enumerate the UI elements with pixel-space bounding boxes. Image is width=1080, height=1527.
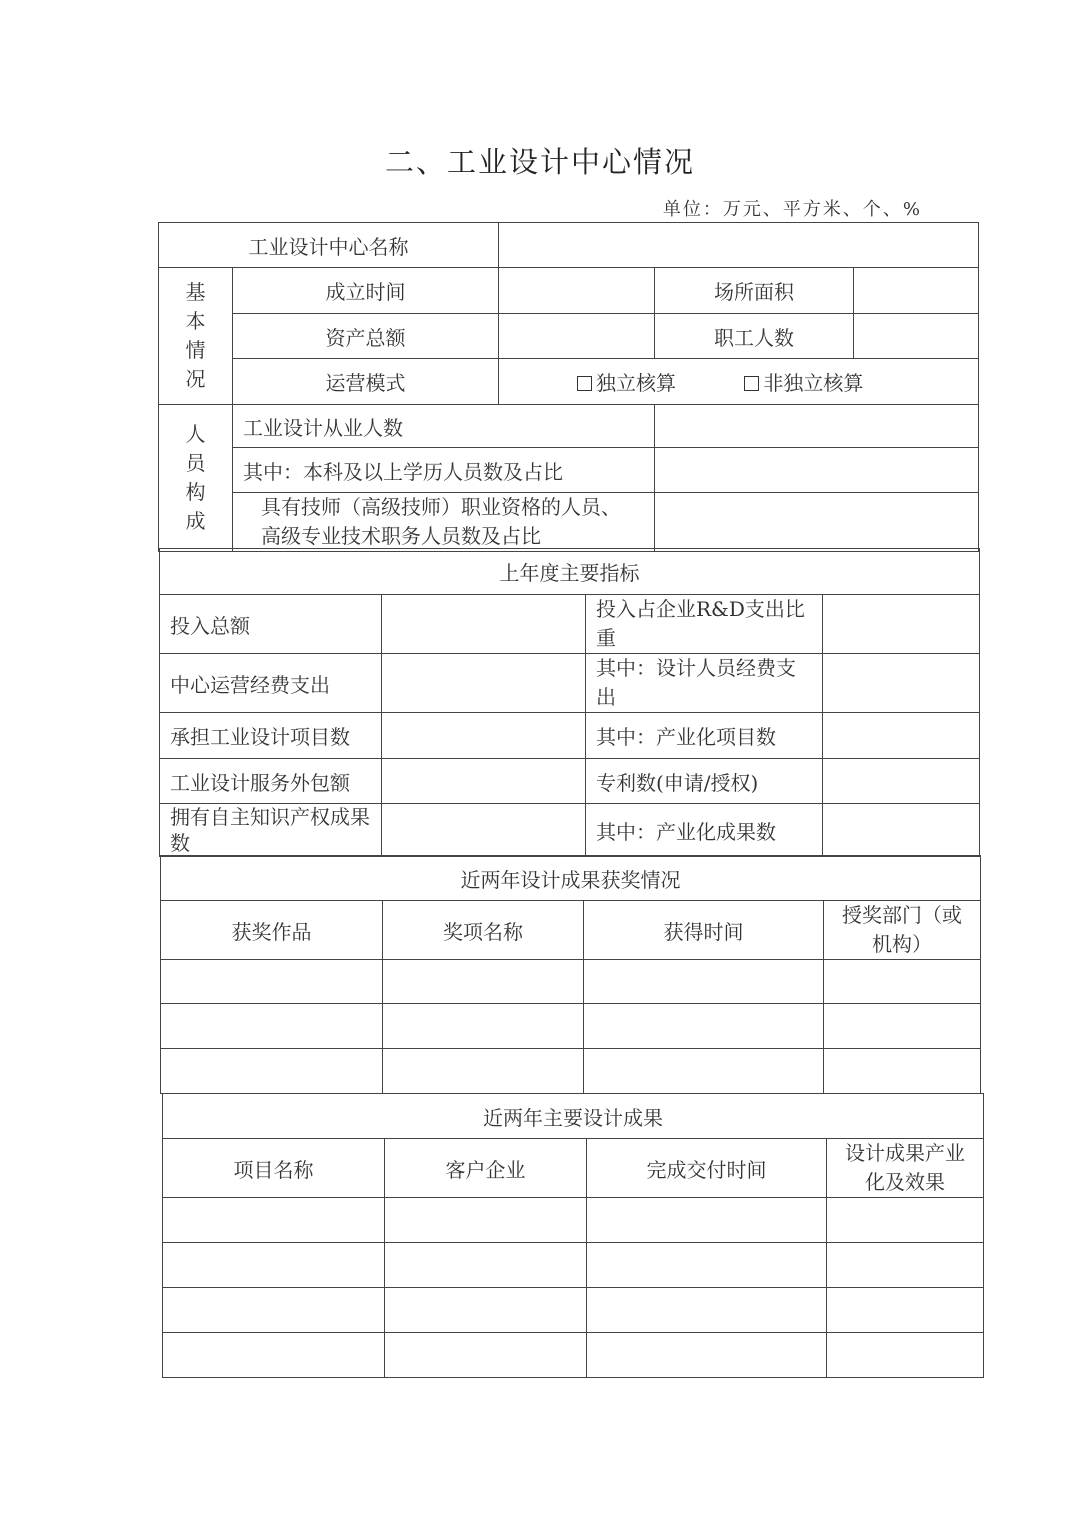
indicator-right-label: 其中：产业化项目数 xyxy=(586,713,823,759)
indicator-left-label: 承担工业设计项目数 xyxy=(160,713,382,759)
founded-value[interactable] xyxy=(499,268,655,314)
awards-col-header: 获奖作品 xyxy=(161,901,383,960)
staff-label: 职工人数 xyxy=(655,314,854,359)
achievement-cell[interactable] xyxy=(385,1243,587,1288)
mode-options xyxy=(499,359,979,405)
indicator-right-value[interactable] xyxy=(823,759,980,804)
option-non-independent-label: 非独立核算 xyxy=(763,371,864,395)
checkbox-non-independent[interactable] xyxy=(744,376,759,391)
award-cell[interactable] xyxy=(383,1049,584,1094)
option-independent-label: 独立核算 xyxy=(596,371,676,395)
technician-value[interactable] xyxy=(655,493,979,552)
indicator-right-value[interactable] xyxy=(823,713,980,759)
area-label: 场所面积 xyxy=(655,268,854,314)
personnel-group-label: 人员构成 xyxy=(159,405,233,552)
option-non-independent[interactable] xyxy=(744,371,863,395)
achievement-cell[interactable] xyxy=(163,1243,385,1288)
achievement-cell[interactable] xyxy=(163,1198,385,1243)
assets-value[interactable] xyxy=(499,314,655,359)
basic-info-table xyxy=(158,222,979,552)
assets-label: 资产总额 xyxy=(233,314,499,359)
award-cell[interactable] xyxy=(383,960,584,1004)
awards-col-header: 奖项名称 xyxy=(383,901,584,960)
indicator-left-label: 拥有自主知识产权成果数 xyxy=(160,804,382,857)
awards-header: 近两年设计成果获奖情况 xyxy=(161,856,981,901)
indicator-left-value[interactable] xyxy=(382,713,586,759)
awards-col-header: 授奖部门（或机构） xyxy=(824,901,981,960)
indicator-left-value[interactable] xyxy=(382,804,586,857)
bachelor-label: 其中：本科及以上学历人员数及占比 xyxy=(233,448,655,493)
achievement-cell[interactable] xyxy=(827,1333,984,1378)
indicator-left-value[interactable] xyxy=(382,654,586,713)
achievements-col-header: 项目名称 xyxy=(163,1139,385,1198)
achievements-row xyxy=(163,1198,984,1243)
award-cell[interactable] xyxy=(161,1049,383,1094)
indicator-right-value[interactable] xyxy=(823,654,980,713)
achievements-row xyxy=(163,1333,984,1378)
indicator-right-label: 投入占企业R&D支出比重 xyxy=(586,595,823,654)
award-cell[interactable] xyxy=(584,960,824,1004)
indicator-right-label: 其中：产业化成果数 xyxy=(586,804,823,857)
technician-label-line1: 具有技师（高级技师）职业资格的人员、 xyxy=(261,495,621,519)
checkbox-independent[interactable] xyxy=(577,376,592,391)
achievement-cell[interactable] xyxy=(163,1288,385,1333)
award-cell[interactable] xyxy=(824,1049,981,1094)
page-title: 二、工业设计中心情况 xyxy=(384,145,695,179)
award-cell[interactable] xyxy=(584,1049,824,1094)
indicator-right-value[interactable] xyxy=(823,595,980,654)
achievement-cell[interactable] xyxy=(827,1198,984,1243)
achievement-cell[interactable] xyxy=(385,1288,587,1333)
designers-label: 工业设计从业人数 xyxy=(233,405,655,448)
center-name-label: 工业设计中心名称 xyxy=(159,223,499,268)
achievement-cell[interactable] xyxy=(163,1333,385,1378)
awards-row xyxy=(161,960,981,1004)
indicator-left-label: 工业设计服务外包额 xyxy=(160,759,382,804)
award-cell[interactable] xyxy=(824,1004,981,1049)
indicators-header: 上年度主要指标 xyxy=(160,549,980,595)
achievement-cell[interactable] xyxy=(385,1333,587,1378)
area-value[interactable] xyxy=(854,268,979,314)
indicators-table xyxy=(159,548,980,857)
indicator-right-value[interactable] xyxy=(823,804,980,857)
indicator-left-value[interactable] xyxy=(382,759,586,804)
award-cell[interactable] xyxy=(584,1004,824,1049)
award-cell[interactable] xyxy=(161,1004,383,1049)
awards-col-header: 获得时间 xyxy=(584,901,824,960)
technician-label xyxy=(233,493,655,552)
indicator-left-value[interactable] xyxy=(382,595,586,654)
achievements-col-header: 客户企业 xyxy=(385,1139,587,1198)
staff-value[interactable] xyxy=(854,314,979,359)
indicator-right-label: 其中：设计人员经费支出 xyxy=(586,654,823,713)
award-cell[interactable] xyxy=(383,1004,584,1049)
bachelor-value[interactable] xyxy=(655,448,979,493)
mode-label: 运营模式 xyxy=(233,359,499,405)
unit-note: 单位：万元、平方米、个、% xyxy=(662,199,922,220)
achievement-cell[interactable] xyxy=(587,1198,827,1243)
awards-row xyxy=(161,1049,981,1094)
indicator-right-label: 专利数(申请/授权) xyxy=(586,759,823,804)
awards-table xyxy=(160,855,981,1094)
center-name-value[interactable] xyxy=(499,223,979,268)
award-cell[interactable] xyxy=(824,960,981,1004)
achievement-cell[interactable] xyxy=(587,1333,827,1378)
indicator-left-label: 投入总额 xyxy=(160,595,382,654)
achievements-header: 近两年主要设计成果 xyxy=(163,1094,984,1139)
achievement-cell[interactable] xyxy=(587,1243,827,1288)
achievement-cell[interactable] xyxy=(827,1288,984,1333)
designers-value[interactable] xyxy=(655,405,979,448)
achievement-cell[interactable] xyxy=(587,1288,827,1333)
indicator-left-label: 中心运营经费支出 xyxy=(160,654,382,713)
award-cell[interactable] xyxy=(161,960,383,1004)
awards-row xyxy=(161,1004,981,1049)
achievements-table xyxy=(162,1093,984,1378)
achievements-col-header: 设计成果产业化及效果 xyxy=(827,1139,984,1198)
technician-label-line2: 高级专业技术职务人员数及占比 xyxy=(261,524,541,548)
achievement-cell[interactable] xyxy=(827,1243,984,1288)
achievements-row xyxy=(163,1288,984,1333)
achievements-row xyxy=(163,1243,984,1288)
achievements-col-header: 完成交付时间 xyxy=(587,1139,827,1198)
achievement-cell[interactable] xyxy=(385,1198,587,1243)
option-independent[interactable] xyxy=(577,371,676,395)
founded-label: 成立时间 xyxy=(233,268,499,314)
basic-group-label: 基本情况 xyxy=(159,268,233,405)
